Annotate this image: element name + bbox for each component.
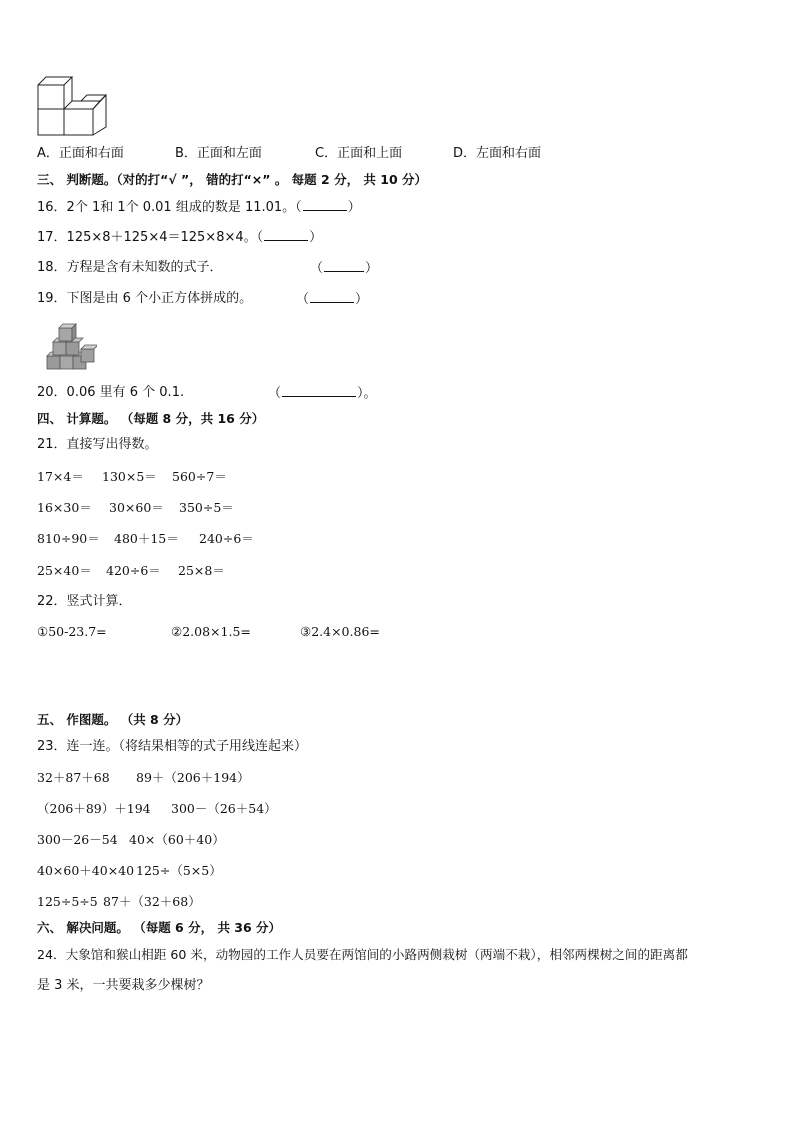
q23-row bbox=[37, 770, 250, 786]
q21-item: 30×60＝ bbox=[109, 500, 164, 515]
q16-text: 16．2个 1和 1个 0.01 组成的数是 11.01。（ bbox=[37, 200, 302, 215]
q17 bbox=[37, 229, 322, 246]
option-c: C．正面和上面 bbox=[315, 146, 403, 161]
q21-row bbox=[37, 531, 254, 547]
q18-answer bbox=[310, 260, 378, 277]
q21-row bbox=[37, 469, 227, 485]
q20-close: ）。 bbox=[357, 386, 377, 401]
q23-right: 89＋（206＋194） bbox=[136, 770, 250, 785]
q21-item: 17×4＝ bbox=[37, 469, 84, 484]
q21-item: 560÷7＝ bbox=[172, 469, 227, 484]
q18-close: ） bbox=[365, 261, 379, 276]
q17-text: 17．125×8＋125×4＝125×8×4。（ bbox=[37, 230, 264, 245]
q21-item: 420÷6＝ bbox=[106, 563, 161, 578]
section3-header: 三、 判断题。（对的打“√ ”， 错的打“×” 。 每题 2 分， 共 10 分） bbox=[37, 172, 428, 187]
q23-row bbox=[37, 894, 201, 910]
q24-line2: 是 3 米，一共要栽多少棵树？ bbox=[37, 978, 210, 993]
q19-open: （ bbox=[296, 292, 310, 307]
q20-text: 20．0.06 里有 6 个 0.1. bbox=[37, 385, 185, 400]
section4-header: 四、 计算题。 （每题 8 分，共 16 分） bbox=[37, 411, 265, 426]
q23-left: 300－26－54 bbox=[37, 832, 118, 847]
q23-left: 125÷5÷5 bbox=[37, 894, 98, 909]
q20-answer-blank[interactable] bbox=[282, 385, 356, 397]
q21-title: 21．直接写出得数。 bbox=[37, 437, 158, 452]
q21-item: 25×8＝ bbox=[178, 563, 225, 578]
q22-title: 22．竖式计算． bbox=[37, 594, 132, 609]
q23-left: 32＋87＋68 bbox=[37, 770, 110, 785]
q23-left: （206＋89）＋194 bbox=[37, 801, 151, 816]
q23-right: 300－（26＋54） bbox=[171, 801, 277, 816]
q17-close: ） bbox=[309, 230, 323, 245]
q16-answer-blank[interactable] bbox=[303, 199, 347, 211]
q20-open: （ bbox=[268, 386, 282, 401]
option-a: A．正面和右面 bbox=[37, 146, 124, 161]
q21-row bbox=[37, 500, 234, 516]
q17-answer-blank[interactable] bbox=[264, 229, 308, 241]
q23-title: 23．连一连。（将结果相等的式子用线连起来） bbox=[37, 739, 308, 754]
option-b: B．正面和左面 bbox=[175, 146, 262, 161]
section6-header: 六、 解决问题。 （每题 6 分， 共 36 分） bbox=[37, 920, 282, 935]
q21-item: 240÷6＝ bbox=[199, 531, 254, 546]
q21-item: 480＋15＝ bbox=[114, 531, 179, 546]
q19-text: 19．下图是由 6 个小正方体拼成的。 bbox=[37, 291, 253, 306]
l-shaped-cube-figure bbox=[37, 76, 109, 138]
q23-left: 40×60＋40×40 bbox=[37, 863, 135, 878]
q22-item: ②2.08×1.5= bbox=[171, 624, 251, 639]
q23-right: 87＋（32＋68） bbox=[103, 894, 201, 909]
q21-item: 130×5＝ bbox=[102, 469, 157, 484]
q20-answer bbox=[268, 385, 377, 402]
q21-item: 810÷90＝ bbox=[37, 531, 100, 546]
q16-close: ） bbox=[347, 200, 361, 215]
q22-item: ③2.4×0.86= bbox=[300, 624, 380, 639]
q18-answer-blank[interactable] bbox=[324, 260, 364, 272]
q22-row bbox=[37, 624, 380, 640]
q23-row bbox=[37, 801, 277, 817]
q21-item: 16×30＝ bbox=[37, 500, 92, 515]
q18-text: 18．方程是含有未知数的式子． bbox=[37, 260, 223, 275]
q23-row bbox=[37, 863, 222, 879]
q23-right: 125÷（5×5） bbox=[136, 863, 222, 878]
q21-row bbox=[37, 563, 225, 579]
q23-right: 40×（60＋40） bbox=[129, 832, 225, 847]
q21-item: 25×40＝ bbox=[37, 563, 92, 578]
stacked-cubes-figure bbox=[45, 320, 97, 372]
q21-item: 350÷5＝ bbox=[179, 500, 234, 515]
option-d: D．左面和右面 bbox=[453, 146, 542, 161]
q24-line1: 24．大象馆和猴山相距 60 米，动物园的工作人员要在两馆间的小路两侧栽树（两端不栽），相邻两棵树之间的距离都 bbox=[37, 947, 688, 962]
q19-close: ） bbox=[355, 292, 369, 307]
q16 bbox=[37, 199, 361, 216]
q22-item: ①50-23.7= bbox=[37, 624, 107, 639]
q19-answer-blank[interactable] bbox=[310, 291, 354, 303]
q19-answer bbox=[296, 291, 368, 308]
section5-header: 五、 作图题。 （共 8 分） bbox=[37, 712, 189, 727]
q23-row bbox=[37, 832, 225, 848]
q18-open: （ bbox=[310, 261, 324, 276]
